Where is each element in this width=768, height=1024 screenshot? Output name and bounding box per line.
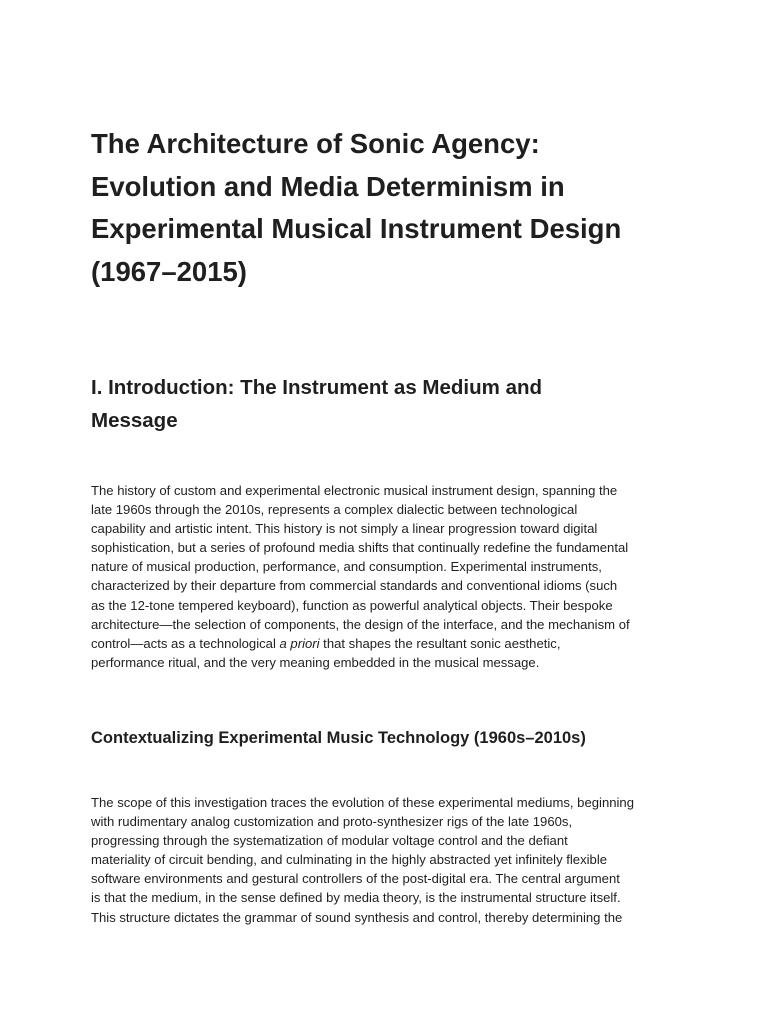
paragraph-line: architecture—the selection of components, the design of the interface, and the mechanism of bbox=[91, 616, 630, 632]
paragraph-line: with rudimentary analog customization and proto-synthesizer rigs of the late 1960s, bbox=[91, 814, 573, 830]
text-run: control—acts as a technological bbox=[91, 635, 280, 651]
paragraph-line: as the 12-tone tempered keyboard), function as powerful analytical objects. Their bespoke bbox=[91, 597, 613, 613]
paragraph-line: materiality of circuit bending, and culminating in the highly abstracted yet infinitely flexible bbox=[91, 852, 608, 868]
title-line: (1967–2015) bbox=[91, 255, 247, 287]
paragraph-line: software environments and gestural controllers of the post-digital era. The central argument bbox=[91, 871, 620, 887]
title-line: Experimental Musical Instrument Design bbox=[91, 213, 622, 244]
paragraph-line bbox=[91, 634, 683, 653]
paragraph-line: The scope of this investigation traces the evolution of these experimental mediums, beginning bbox=[91, 795, 634, 810]
section-heading-context: Contextualizing Experimental Music Technology (1960s–2010s) bbox=[91, 729, 586, 747]
italic-term: a priori bbox=[279, 635, 320, 651]
paragraph-line: sophistication, but a series of profound media shifts that continually redefine the fundamental bbox=[91, 540, 629, 556]
paragraph-line: is that the medium, in the sense defined by media theory, is the instrumental structure itself. bbox=[91, 890, 621, 906]
paragraph-line: performance ritual, and the very meaning embedded in the musical message. bbox=[91, 654, 540, 670]
title-line: The Architecture of Sonic Agency: bbox=[91, 128, 540, 159]
paragraph-line: capability and artistic intent. This history is not simply a linear progression toward digital bbox=[91, 521, 598, 537]
document-title bbox=[91, 123, 691, 293]
context-paragraph bbox=[91, 793, 683, 927]
paragraph-line: This structure dictates the grammar of sound synthesis and control, thereby determining the bbox=[91, 909, 623, 925]
introduction-paragraph bbox=[91, 481, 683, 672]
title-line: Evolution and Media Determinism in bbox=[91, 170, 565, 202]
text-run: that shapes the resultant sonic aesthetic, bbox=[319, 635, 561, 651]
paragraph-line: The history of custom and experimental electronic musical instrument design, spanning the bbox=[91, 483, 618, 498]
heading-line: I. Introduction: The Instrument as Medium and bbox=[91, 376, 543, 399]
paragraph-line: late 1960s through the 2010s, represents a complex dialectic between technological bbox=[91, 502, 578, 518]
paragraph-line: progressing through the systematization of modular voltage control and the defiant bbox=[91, 833, 568, 849]
paragraph-line: nature of musical production, performance, and consumption. Experimental instruments, bbox=[91, 559, 602, 575]
heading-line: Message bbox=[91, 409, 178, 432]
paragraph-line: characterized by their departure from commercial standards and conventional idioms (such bbox=[91, 578, 618, 594]
section-heading-introduction bbox=[91, 371, 651, 437]
